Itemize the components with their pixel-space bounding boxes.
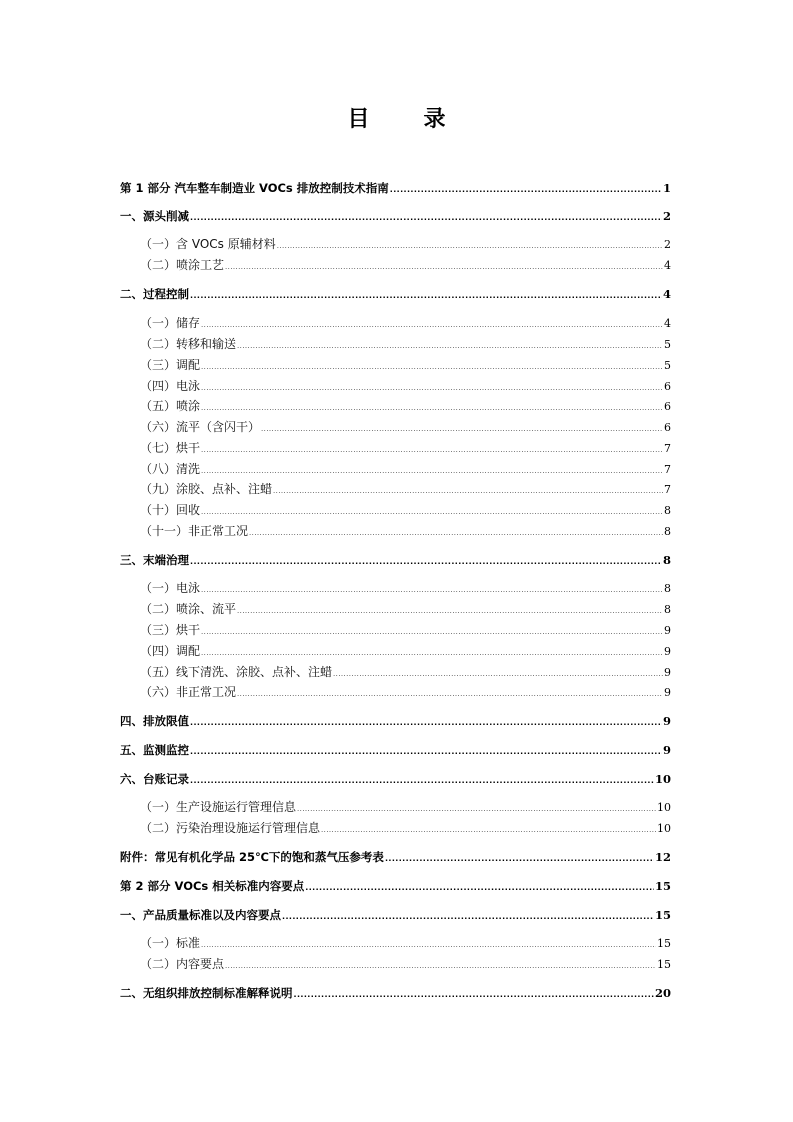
toc-entry[interactable] <box>120 984 671 1002</box>
toc-entry[interactable] <box>140 356 671 374</box>
toc-entry-page: 9 <box>662 743 671 757</box>
toc-entry-label: 四、排放限值 <box>120 714 189 728</box>
toc-entry[interactable] <box>140 819 671 837</box>
toc-entry-page: 5 <box>664 359 671 372</box>
toc-entry-label: （二）喷涂、流平 <box>140 602 237 616</box>
toc-entry-label: （一）电泳 <box>140 581 201 595</box>
leader-dots <box>237 602 663 620</box>
toc-entry[interactable] <box>120 770 671 788</box>
toc-entry[interactable] <box>140 663 671 681</box>
toc-entry-label: 三、末端治理 <box>120 553 189 567</box>
leader-dots <box>201 644 663 662</box>
toc-entry-label: （五）喷涂 <box>140 399 201 413</box>
toc-entry[interactable] <box>120 207 671 225</box>
toc-entry-label: （十）回收 <box>140 503 201 517</box>
leader-dots <box>237 337 663 355</box>
leader-dots <box>225 258 663 276</box>
toc-entry-label: （二）内容要点 <box>140 957 225 971</box>
toc-entry[interactable] <box>140 579 671 597</box>
toc-entry-label: （八）清洗 <box>140 462 201 476</box>
leader-dots <box>190 209 662 227</box>
toc-entry[interactable] <box>140 955 671 973</box>
leader-dots <box>282 908 654 926</box>
toc-entry-label: （六）非正常工况 <box>140 685 237 699</box>
toc-entry[interactable] <box>120 741 671 759</box>
leader-dots <box>305 879 654 897</box>
toc-entry-label: （四）电泳 <box>140 379 201 393</box>
toc-entry[interactable] <box>120 712 671 730</box>
toc-entry-label: 一、产品质量标准以及内容要点 <box>120 908 281 922</box>
toc-entry-label: （十一）非正常工况 <box>140 524 249 538</box>
toc-entry-label: （二）转移和输送 <box>140 337 237 351</box>
leader-dots <box>190 553 662 571</box>
toc-entry-label: （三）烘干 <box>140 623 201 637</box>
leader-dots <box>201 441 663 459</box>
toc-entry-label: 第 1 部分 汽车整车制造业 VOCs 排放控制技术指南 <box>120 181 389 195</box>
toc-entry-label: 一、源头削减 <box>120 209 189 223</box>
toc-entry[interactable] <box>140 460 671 478</box>
toc-entry[interactable] <box>140 621 671 639</box>
leader-dots <box>333 665 663 683</box>
toc-entry-page: 4 <box>664 259 671 272</box>
toc-entry-page: 10 <box>657 822 671 835</box>
toc-entry-label: （五）线下清洗、涂胶、点补、注蜡 <box>140 665 333 679</box>
toc-entry[interactable] <box>140 397 671 415</box>
toc-entry[interactable] <box>120 285 671 303</box>
toc-entry-label: （四）调配 <box>140 644 201 658</box>
leader-dots <box>201 462 663 480</box>
toc-entry[interactable] <box>140 642 671 660</box>
toc-entry[interactable] <box>140 798 671 816</box>
toc-entry-page: 6 <box>664 421 671 434</box>
toc-entry-page: 15 <box>654 908 671 922</box>
leader-dots <box>294 986 654 1004</box>
toc-entry-label: （一）含 VOCs 原辅材料 <box>140 237 276 251</box>
toc-entry[interactable] <box>140 256 671 274</box>
toc-entry[interactable] <box>120 179 671 197</box>
toc-entry[interactable] <box>140 600 671 618</box>
leader-dots <box>190 714 662 732</box>
toc-entry-label: （六）流平（含闪干） <box>140 420 261 434</box>
toc-entry-label: 附件：常见有机化学品 25℃下的饱和蒸气压参考表 <box>120 850 384 864</box>
toc-entry-label: （一）标准 <box>140 936 201 950</box>
toc-entry-label: 五、监测监控 <box>120 743 189 757</box>
toc-entry-page: 15 <box>654 879 671 893</box>
toc-entry[interactable] <box>120 551 671 569</box>
toc-entry-page: 1 <box>662 181 671 195</box>
leader-dots <box>237 685 663 703</box>
toc-entry[interactable] <box>120 848 671 866</box>
toc-entry-page: 4 <box>664 317 671 330</box>
toc-entry[interactable] <box>140 235 671 253</box>
toc-entry-page: 6 <box>664 400 671 413</box>
toc-entry-label: （一）生产设施运行管理信息 <box>140 800 297 814</box>
toc-entry-page: 9 <box>662 714 671 728</box>
leader-dots <box>201 936 656 954</box>
toc-entry[interactable] <box>140 480 671 498</box>
toc-entry-page: 7 <box>664 463 671 476</box>
leader-dots <box>261 420 663 438</box>
toc-entry[interactable] <box>140 377 671 395</box>
toc-entry[interactable] <box>140 522 671 540</box>
toc-entry-page: 8 <box>662 553 671 567</box>
toc-entry-page: 7 <box>664 483 671 496</box>
leader-dots <box>201 316 663 334</box>
leader-dots <box>390 181 662 199</box>
toc-entry-page: 9 <box>664 686 671 699</box>
toc-entry[interactable] <box>140 934 671 952</box>
toc-entry-label: （二）喷涂工艺 <box>140 258 225 272</box>
page-title: 目 录 <box>347 107 462 132</box>
leader-dots <box>273 482 663 500</box>
toc-entry-page: 2 <box>662 209 671 223</box>
toc-entry-page: 2 <box>664 238 671 251</box>
toc-entry-page: 8 <box>664 603 671 616</box>
leader-dots <box>385 850 654 868</box>
toc-entry-page: 4 <box>662 287 671 301</box>
toc-entry-page: 10 <box>654 772 671 786</box>
leader-dots <box>297 800 656 818</box>
toc-entry-page: 12 <box>654 850 671 864</box>
leader-dots <box>201 358 663 376</box>
toc-entry-label: （九）涂胶、点补、注蜡 <box>140 482 273 496</box>
leader-dots <box>249 524 663 542</box>
toc-entry-page: 10 <box>657 801 671 814</box>
toc-entry[interactable] <box>140 418 671 436</box>
toc-entry-page: 5 <box>664 338 671 351</box>
toc-entry-page: 8 <box>664 525 671 538</box>
leader-dots <box>321 821 656 839</box>
leader-dots <box>201 399 663 417</box>
toc-entry[interactable] <box>140 439 671 457</box>
toc-entry-page: 20 <box>654 986 671 1000</box>
toc-entry-label: 第 2 部分 VOCs 相关标准内容要点 <box>120 879 305 893</box>
leader-dots <box>277 237 663 255</box>
toc-entry-label: 二、无组织排放控制标准解释说明 <box>120 986 293 1000</box>
leader-dots <box>201 379 663 397</box>
toc-entry-page: 7 <box>664 442 671 455</box>
leader-dots <box>201 503 663 521</box>
toc-entry-label: （二）污染治理设施运行管理信息 <box>140 821 321 835</box>
toc-entry-page: 15 <box>657 937 671 950</box>
toc-entry[interactable] <box>140 683 671 701</box>
toc-entry-page: 9 <box>664 666 671 679</box>
toc-entry-label: （三）调配 <box>140 358 201 372</box>
leader-dots <box>190 287 662 305</box>
leader-dots <box>201 581 663 599</box>
toc-entry-label: （七）烘干 <box>140 441 201 455</box>
toc-entry-page: 9 <box>664 624 671 637</box>
toc-entry[interactable] <box>120 906 671 924</box>
toc-entry-label: 二、过程控制 <box>120 287 189 301</box>
leader-dots <box>190 743 662 761</box>
toc-entry-page: 8 <box>664 504 671 517</box>
toc-entry[interactable] <box>140 335 671 353</box>
toc-entry-page: 15 <box>657 958 671 971</box>
toc-entry-label: （一）储存 <box>140 316 201 330</box>
toc-entry[interactable] <box>120 877 671 895</box>
toc-entry-label: 六、台账记录 <box>120 772 189 786</box>
leader-dots <box>201 623 663 641</box>
toc-entry-page: 8 <box>664 582 671 595</box>
leader-dots <box>190 772 654 790</box>
toc-entry-page: 9 <box>664 645 671 658</box>
leader-dots <box>225 957 656 975</box>
toc-entry[interactable] <box>140 501 671 519</box>
toc-entry[interactable] <box>140 314 671 332</box>
toc-entry-page: 6 <box>664 380 671 393</box>
